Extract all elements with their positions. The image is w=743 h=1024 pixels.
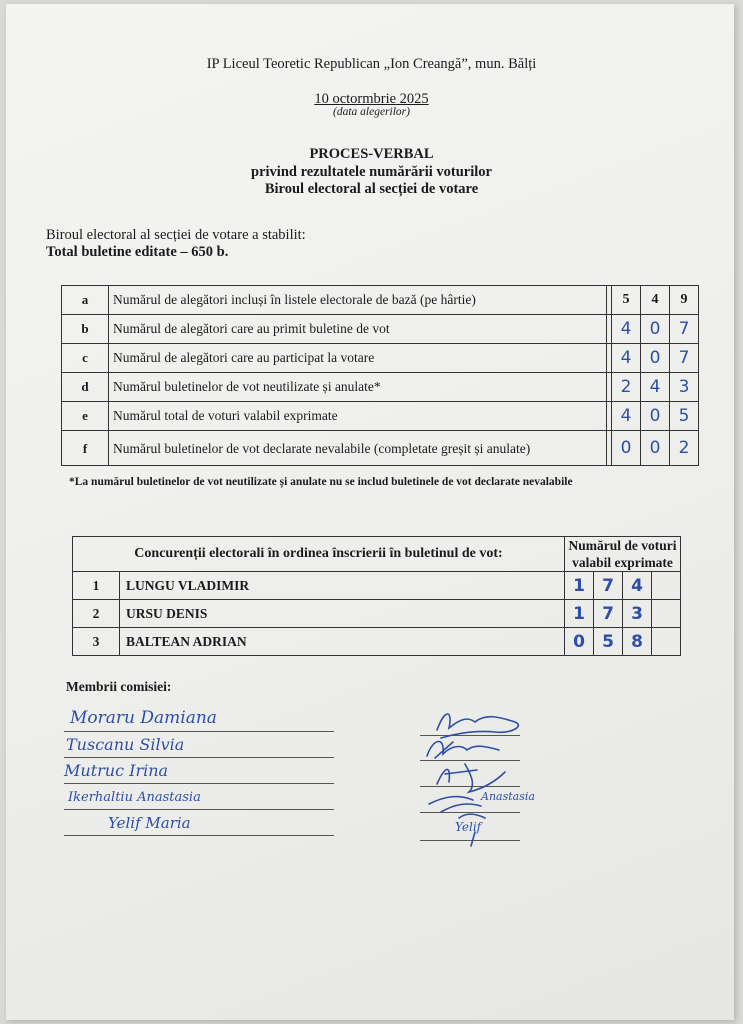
- result-digit: 3: [670, 373, 699, 402]
- total-ballots: Total buletine editate – 650 b.: [46, 244, 229, 260]
- results-table: [61, 285, 699, 466]
- candidate-row: [73, 628, 681, 656]
- vote-digit: 3: [623, 600, 652, 628]
- vote-digit: 7: [594, 600, 623, 628]
- row-label: Numărul de alegători care au primit buletine de vot: [109, 315, 607, 344]
- member-name: Yelif Maria: [108, 814, 191, 832]
- member-line: [64, 731, 334, 732]
- result-digit: 0: [612, 431, 641, 466]
- result-digit: 4: [612, 315, 641, 344]
- vote-digit: 4: [623, 572, 652, 600]
- institution-name: IP Liceul Teoretic Republican „Ion Creangă”, mun. Bălți: [206, 56, 537, 72]
- candidate-row: [73, 572, 681, 600]
- results-row: [62, 286, 699, 315]
- row-letter: e: [62, 402, 109, 431]
- member-line: [64, 835, 334, 836]
- results-row: [62, 402, 699, 431]
- member-name: Ikerhaltiu Anastasia: [68, 790, 201, 805]
- row-letter: c: [62, 344, 109, 373]
- row-letter: b: [62, 315, 109, 344]
- result-digit: 0: [641, 402, 670, 431]
- result-digit: 0: [641, 431, 670, 466]
- candidate-number: 2: [73, 600, 120, 628]
- member-name: Mutruc Irina: [64, 761, 169, 780]
- results-row: [62, 373, 699, 402]
- row-label: Numărul de alegători incluși în listele electorale de bază (pe hârtie): [109, 286, 607, 315]
- document-subtitle: privind rezultatele numărării voturilor: [251, 164, 492, 180]
- vote-digit: 8: [623, 628, 652, 656]
- signature-5-text: Yelif: [455, 820, 482, 834]
- candidate-name: URSU DENIS: [120, 600, 565, 628]
- signature-2: [427, 741, 499, 758]
- candidates-table: [72, 536, 681, 656]
- row-label: Numărul total de voturi valabil exprimate: [109, 402, 607, 431]
- member-name: Tuscanu Silvia: [66, 735, 185, 754]
- vote-digit: 0: [565, 628, 594, 656]
- document-title: PROCES-VERBAL: [309, 146, 434, 162]
- footnote: *La numărul buletinelor de vot neutilizate și anulate nu se includ buletinele de vot declarate nevalabile: [69, 476, 573, 488]
- result-digit: 7: [670, 344, 699, 373]
- result-digit: 4: [641, 373, 670, 402]
- row-letter: a: [62, 286, 109, 315]
- candidates-header-label: Concurenții electorali în ordinea înscrierii în buletinul de vot:: [73, 537, 565, 572]
- results-row: [62, 315, 699, 344]
- signature-1: [437, 714, 518, 738]
- candidate-number: 3: [73, 628, 120, 656]
- vote-digit: 5: [594, 628, 623, 656]
- commission-label: Membrii comisiei:: [66, 679, 172, 694]
- vote-digit: 1: [565, 572, 594, 600]
- result-digit: 7: [670, 315, 699, 344]
- vote-digit: 7: [594, 572, 623, 600]
- row-label: Numărul de alegători care au participat la votare: [109, 344, 607, 373]
- row-letter: f: [62, 431, 109, 466]
- member-name: Moraru Damiana: [70, 708, 217, 728]
- result-digit: 2: [612, 373, 641, 402]
- result-digit: 0: [641, 344, 670, 373]
- result-digit: 5: [612, 286, 641, 315]
- vote-digit: 1: [565, 600, 594, 628]
- signature-4: [429, 797, 481, 812]
- member-line: [64, 809, 334, 810]
- intro-text: Biroul electoral al secției de votare a stabilit:: [46, 227, 306, 243]
- candidate-name: BALTEAN ADRIAN: [120, 628, 565, 656]
- document-subtitle-2: Biroul electoral al secției de votare: [264, 181, 479, 197]
- result-digit: 2: [670, 431, 699, 466]
- results-row: [62, 344, 699, 373]
- result-digit: 5: [670, 402, 699, 431]
- votes-header-label: Numărul de voturi valabil exprimate: [565, 537, 681, 572]
- candidates-header-row: [73, 537, 681, 572]
- result-digit: 0: [641, 315, 670, 344]
- row-label: Numărul buletinelor de vot neutilizate și anulate*: [109, 373, 607, 402]
- election-date-caption: (data alegerilor): [333, 106, 410, 118]
- row-label: Numărul buletinelor de vot declarate nevalabile (completate greșit și anulate): [109, 431, 607, 466]
- candidate-row: [73, 600, 681, 628]
- result-digit: 9: [670, 286, 699, 315]
- result-digit: 4: [641, 286, 670, 315]
- member-line: [64, 783, 334, 784]
- signatures-graphic: [415, 700, 545, 850]
- candidate-name: LUNGU VLADIMIR: [120, 572, 565, 600]
- result-digit: 4: [612, 402, 641, 431]
- election-date-value: 10 octormbrie 2025: [314, 91, 429, 107]
- row-letter: d: [62, 373, 109, 402]
- member-line: [64, 757, 334, 758]
- signature-3: [437, 764, 505, 792]
- candidate-number: 1: [73, 572, 120, 600]
- result-digit: 4: [612, 344, 641, 373]
- results-row: [62, 431, 699, 466]
- signature-4-text: Anastasia: [481, 790, 535, 803]
